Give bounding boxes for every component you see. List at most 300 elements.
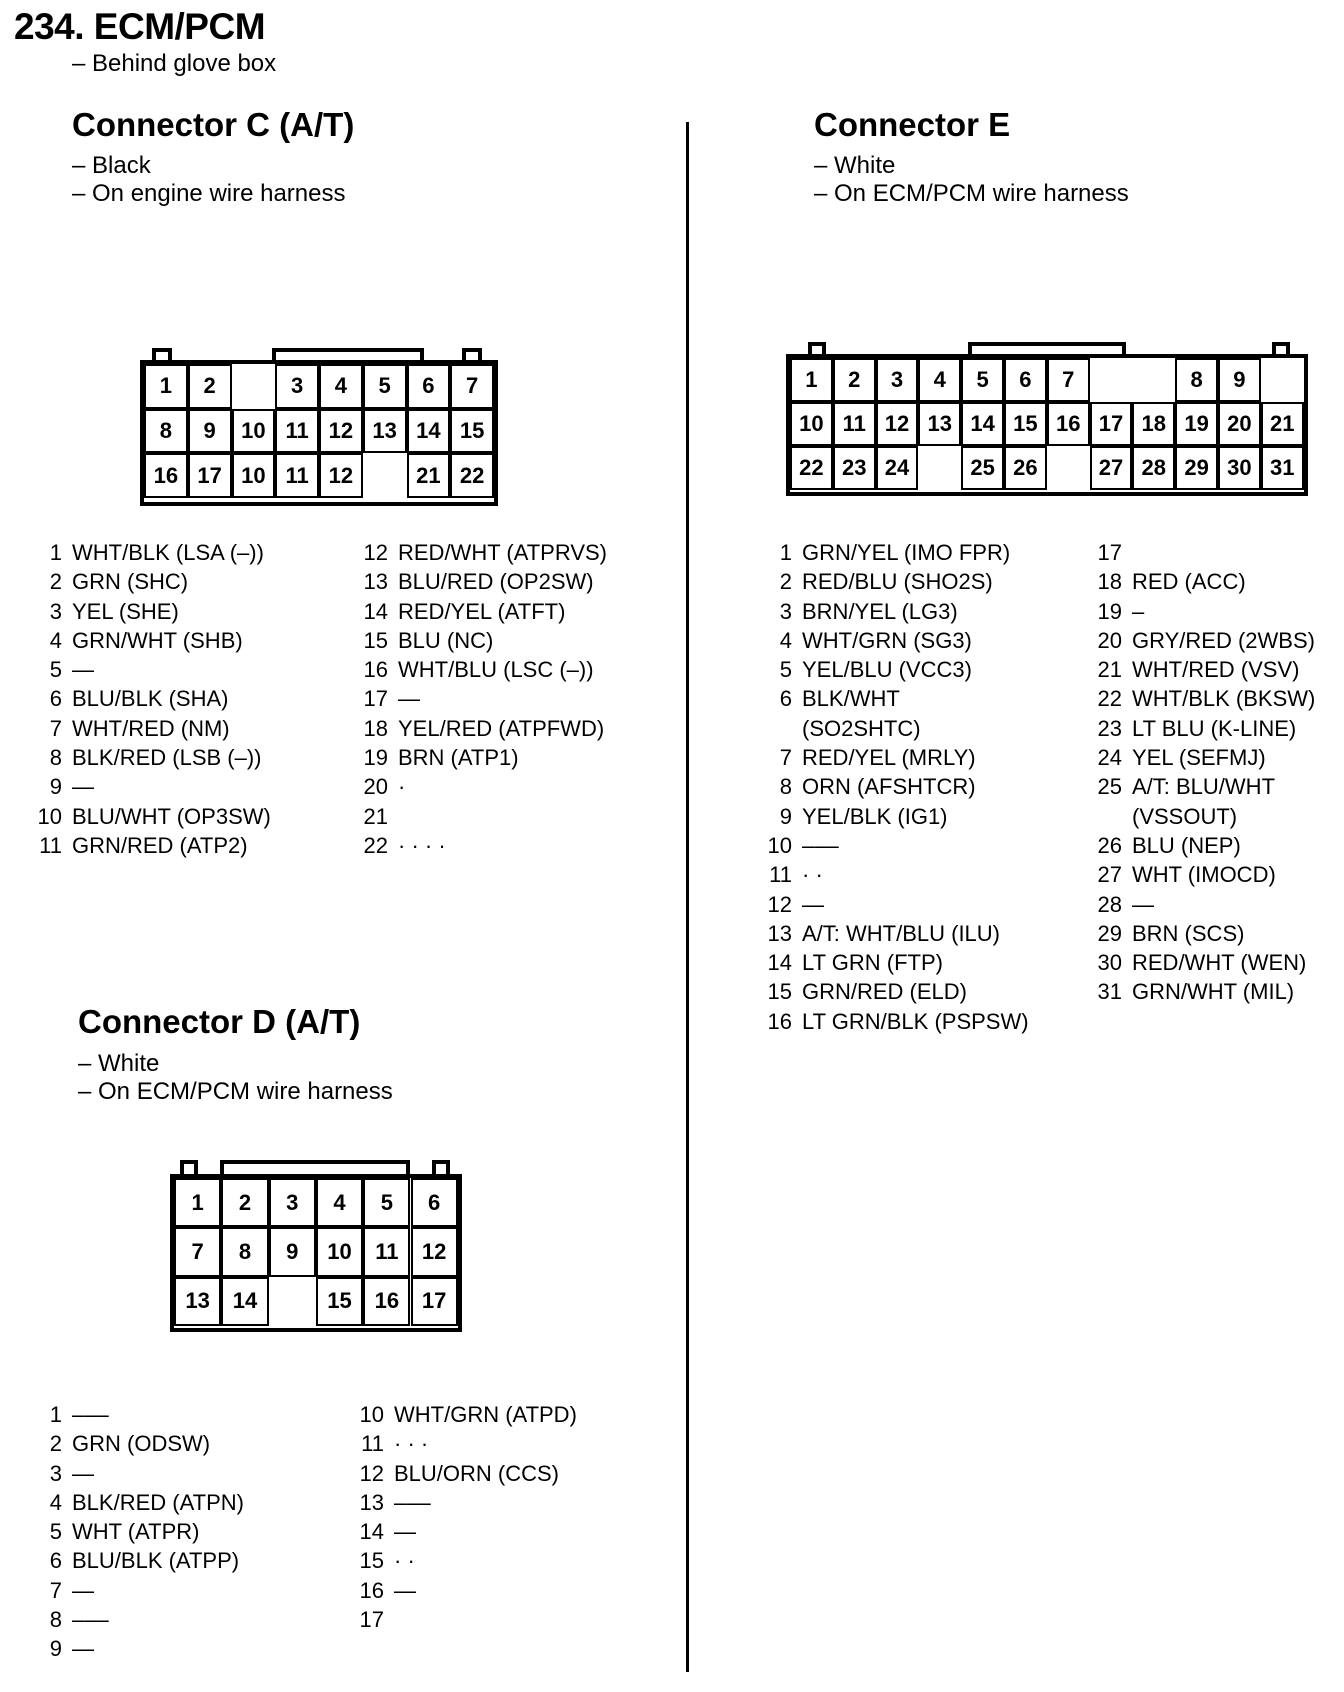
connector-e-cavity: 31 <box>1261 446 1304 490</box>
pin-row <box>34 743 271 772</box>
pin-wire: YEL (SHE) <box>72 598 179 624</box>
pin-row <box>1094 860 1315 889</box>
pin-row <box>360 567 607 596</box>
pin-row <box>360 597 607 626</box>
pin-number: 14 <box>363 598 388 624</box>
connector-c-cavity: 21 <box>407 453 451 498</box>
connector-c-cavity: 22 <box>450 453 494 498</box>
pin-number: 4 <box>779 627 792 653</box>
pin-wire: WHT/RED (NM) <box>72 715 230 741</box>
connector-c-pins-col2 <box>360 538 607 860</box>
pin-wire: YEL/BLK (IG1) <box>802 803 948 829</box>
pin-wire: BRN/YEL (LG3) <box>802 598 958 624</box>
pin-wire: · · <box>802 862 823 888</box>
pin-row <box>356 1605 577 1634</box>
pin-row <box>34 1546 244 1575</box>
pin-number: 19 <box>1097 598 1122 624</box>
pin-wire: BLU/WHT (OP3SW) <box>72 803 271 829</box>
pin-row <box>764 831 1029 860</box>
pin-row <box>1094 890 1315 919</box>
pin-row <box>1094 831 1315 860</box>
connector-c-cavity: 13 <box>363 409 407 454</box>
pin-number: 1 <box>779 540 792 565</box>
pin-row <box>1094 655 1315 684</box>
connector-e-cavity: 10 <box>790 402 833 446</box>
connector-c-title: Connector C (A/T) <box>72 106 355 143</box>
pin-number: 3 <box>49 1460 62 1486</box>
connector-c-cavity: 10 <box>232 409 276 454</box>
pin-row <box>34 1429 244 1458</box>
pin-number: 4 <box>49 1489 62 1515</box>
pin-number: 1 <box>49 540 62 565</box>
pin-wire: RED/YEL (ATFT) <box>398 598 566 624</box>
pin-row <box>1094 567 1315 596</box>
pin-row <box>764 948 1029 977</box>
pin-wire: BLU/ORN (CCS) <box>394 1460 560 1486</box>
pin-row <box>356 1400 577 1429</box>
pin-wire: ORN (AFSHTCR) <box>802 774 976 800</box>
pin-number: 4 <box>49 627 62 653</box>
pin-row <box>764 597 1029 626</box>
pin-wire: – <box>1132 598 1145 624</box>
pin-wire: RED/WHT (ATPRVS) <box>398 540 608 565</box>
connector-d-cavity: 1 <box>174 1178 221 1227</box>
connector-e-cavity: 28 <box>1132 446 1175 490</box>
pin-number: 14 <box>767 950 792 976</box>
pin-wire: BRN (SCS) <box>1132 920 1245 946</box>
pin-row <box>34 684 271 713</box>
connector-e-color: – White <box>814 152 896 179</box>
pin-row <box>34 1517 244 1546</box>
pin-number: 10 <box>359 1402 384 1427</box>
pin-wire: · <box>398 774 406 800</box>
pin-row <box>34 538 271 567</box>
pin-number: 12 <box>363 540 388 565</box>
pin-number: 22 <box>363 832 388 858</box>
pin-row <box>356 1488 577 1517</box>
connector-d-cavity: 6 <box>411 1178 458 1227</box>
connector-c-harness: – On engine wire harness <box>72 180 346 207</box>
pin-number: 25 <box>1097 774 1122 800</box>
connector-e-cavity: 17 <box>1090 402 1133 446</box>
pin-number: 21 <box>363 803 388 829</box>
connector-d-cavity: 11 <box>363 1227 410 1276</box>
pin-number: 13 <box>359 1489 384 1515</box>
pin-row <box>1094 597 1315 626</box>
pin-wire: LT BLU (K-LINE) <box>1132 715 1297 741</box>
connector-c-cavity: 11 <box>275 409 319 454</box>
connector-c-color: – Black <box>72 152 151 179</box>
connector-c-cavity: 3 <box>275 364 319 409</box>
pin-number: 17 <box>363 686 388 712</box>
connector-e-cavity: 3 <box>876 358 919 402</box>
connector-c-cavity: 12 <box>319 409 363 454</box>
pin-row <box>34 714 271 743</box>
pin-wire: WHT/BLK (BKSW) <box>1132 686 1316 712</box>
pin-number: 5 <box>49 1519 62 1545</box>
pin-wire: GRN/RED (ATP2) <box>72 832 248 858</box>
pin-wire: — <box>72 1460 94 1486</box>
pin-row <box>764 626 1029 655</box>
pin-number: 7 <box>49 715 62 741</box>
pin-wire: BLU/BLK (ATPP) <box>72 1548 240 1574</box>
connector-e-cavity: 27 <box>1090 446 1133 490</box>
connector-e-cavity: 26 <box>1004 446 1047 490</box>
connector-d-cavity: 4 <box>316 1178 363 1227</box>
pin-number: 29 <box>1097 920 1122 946</box>
connector-e-cavity: 15 <box>1004 402 1047 446</box>
pin-row <box>360 714 607 743</box>
pin-number: 16 <box>363 657 388 683</box>
pin-number: 24 <box>1097 745 1122 771</box>
connector-e-cavity: 7 <box>1047 358 1090 402</box>
pin-wire: GRN/RED (ELD) <box>802 979 968 1005</box>
connector-e-cavity: 13 <box>918 402 961 446</box>
pin-row <box>34 1634 244 1663</box>
connector-d-cavity: 15 <box>316 1277 363 1326</box>
pin-number: 13 <box>363 569 388 595</box>
pin-wire: · · · · <box>398 832 446 858</box>
pin-wire: ––– <box>802 832 839 858</box>
pin-wire: ––– <box>72 1607 109 1633</box>
pin-wire: — <box>1132 891 1154 917</box>
pin-number: 20 <box>1097 627 1122 653</box>
pin-wire: — <box>394 1519 416 1545</box>
connector-e-cavity: 14 <box>961 402 1004 446</box>
pin-wire: WHT (IMOCD) <box>1132 862 1276 888</box>
connector-d-cavity: 12 <box>411 1227 458 1276</box>
pin-number: 8 <box>49 1607 62 1633</box>
pin-wire: — <box>394 1577 416 1603</box>
pin-wire: WHT/RED (VSV) <box>1132 657 1300 683</box>
connector-d-cavity: 16 <box>363 1277 410 1326</box>
connector-e-cavity: 4 <box>918 358 961 402</box>
connector-e-cavity: 9 <box>1218 358 1261 402</box>
pin-row <box>356 1517 577 1546</box>
pin-wire: GRN (SHC) <box>72 569 189 595</box>
connector-d-cavity: 14 <box>221 1277 268 1326</box>
pin-number: 2 <box>49 1431 62 1457</box>
connector-e-cavity: 23 <box>833 446 876 490</box>
pin-row <box>360 743 607 772</box>
connector-d-cavity: 9 <box>269 1227 316 1276</box>
pin-row <box>764 567 1029 596</box>
connector-e-pin-grid <box>786 354 1308 496</box>
pin-number: 12 <box>359 1460 384 1486</box>
connector-c-pin-grid <box>140 360 498 506</box>
pin-row <box>764 538 1029 567</box>
pin-row <box>764 860 1029 889</box>
pin-wire: GRY/RED (2WBS) <box>1132 627 1315 653</box>
pin-number: 15 <box>359 1548 384 1574</box>
pin-row <box>356 1459 577 1488</box>
pin-row <box>764 684 1029 743</box>
pin-number: 7 <box>779 745 792 771</box>
pin-row <box>764 772 1029 801</box>
connector-d-pin-grid <box>170 1174 462 1332</box>
connector-d-cavity: 2 <box>221 1178 268 1227</box>
pin-number: 6 <box>49 1548 62 1574</box>
pin-row <box>34 1605 244 1634</box>
pin-number: 7 <box>49 1577 62 1603</box>
pin-number: 16 <box>359 1577 384 1603</box>
location-note: – Behind glove box <box>72 50 277 77</box>
pin-number: 6 <box>779 686 792 712</box>
pin-row <box>360 684 607 713</box>
pin-row <box>1094 977 1315 1006</box>
pin-row <box>764 977 1029 1006</box>
pin-wire: A/T: WHT/BLU (ILU) <box>802 920 1001 946</box>
pin-number: 13 <box>767 920 792 946</box>
pin-wire: ––– <box>394 1489 431 1515</box>
pin-wire: LT GRN/BLK (PSPSW) <box>802 1008 1029 1034</box>
pin-wire: WHT (ATPR) <box>72 1519 200 1545</box>
connector-c-cavity: 12 <box>319 453 363 498</box>
pin-wire: — <box>72 657 94 683</box>
connector-c-cavity: 9 <box>188 409 232 454</box>
pin-wire: BLK/WHT (SO2SHTC) <box>802 686 921 741</box>
pin-wire: A/T: BLU/WHT (VSSOUT) <box>1132 774 1275 829</box>
connector-e-cavity: 25 <box>961 446 1004 490</box>
pin-number: 8 <box>49 745 62 771</box>
pin-wire: BLU (NEP) <box>1132 832 1241 858</box>
pin-row <box>360 802 607 831</box>
pin-number: 12 <box>767 891 792 917</box>
pin-row <box>34 831 271 860</box>
pin-row <box>356 1546 577 1575</box>
pin-number: 17 <box>359 1607 384 1633</box>
connector-e-cavity: 5 <box>961 358 1004 402</box>
pin-number: 23 <box>1097 715 1122 741</box>
connector-e-cavity: 21 <box>1261 402 1304 446</box>
pin-wire: WHT/GRN (ATPD) <box>394 1402 577 1427</box>
pin-number: 9 <box>49 1636 62 1662</box>
pin-number: 9 <box>779 803 792 829</box>
pin-wire: WHT/BLK (LSA (–)) <box>72 540 264 565</box>
connector-c-cavity: 1 <box>144 364 188 409</box>
pin-wire: RED/WHT (WEN) <box>1132 950 1307 976</box>
pin-wire: — <box>72 774 94 800</box>
pin-row <box>360 831 607 860</box>
pin-number: 3 <box>49 598 62 624</box>
pin-row <box>1094 919 1315 948</box>
pin-wire: BLK/RED (LSB (–)) <box>72 745 262 771</box>
pin-wire: GRN/YEL (IMO FPR) <box>802 540 1011 565</box>
pin-row <box>764 919 1029 948</box>
connector-c-pins-col1 <box>34 538 271 860</box>
pin-row <box>764 743 1029 772</box>
connector-e-diagram <box>786 342 1308 496</box>
pin-row <box>1094 948 1315 977</box>
connector-e-cavity: 30 <box>1218 446 1261 490</box>
pin-row <box>34 1488 244 1517</box>
connector-c-cavity: 15 <box>450 409 494 454</box>
connector-d-pins-col1 <box>34 1400 244 1664</box>
pin-row <box>1094 538 1315 567</box>
pin-row <box>360 626 607 655</box>
pin-wire: BLK/RED (ATPN) <box>72 1489 244 1515</box>
pin-number: 16 <box>767 1008 792 1034</box>
connector-c-diagram <box>140 348 498 506</box>
connector-c-cavity: 16 <box>144 453 188 498</box>
connector-c-cavity: 10 <box>232 453 276 498</box>
pin-number: 28 <box>1097 891 1122 917</box>
pin-number: 5 <box>779 657 792 683</box>
pin-number: 31 <box>1097 979 1122 1005</box>
connector-d-color: – White <box>78 1050 160 1077</box>
pin-number: 6 <box>49 686 62 712</box>
pin-number: 2 <box>779 569 792 595</box>
pin-row <box>1094 626 1315 655</box>
pin-wire: BLU/RED (OP2SW) <box>398 569 594 595</box>
pin-wire: · · <box>394 1548 415 1574</box>
connector-e-harness: – On ECM/PCM wire harness <box>814 180 1129 207</box>
pin-wire: GRN/WHT (SHB) <box>72 627 243 653</box>
connector-c-cavity: 11 <box>275 453 319 498</box>
connector-c-cavity: 5 <box>363 364 407 409</box>
pin-row <box>1094 684 1315 713</box>
pin-row <box>764 1007 1029 1036</box>
pin-row <box>360 538 607 567</box>
pin-number: 30 <box>1097 950 1122 976</box>
pin-row <box>360 655 607 684</box>
pin-number: 10 <box>37 803 62 829</box>
pin-wire: — <box>398 686 420 712</box>
pin-row <box>34 655 271 684</box>
pin-number: 18 <box>363 715 388 741</box>
pin-row <box>764 655 1029 684</box>
pin-wire: — <box>802 891 824 917</box>
pin-row <box>1094 714 1315 743</box>
pin-number: 8 <box>779 774 792 800</box>
pin-wire: YEL/BLU (VCC3) <box>802 657 972 683</box>
connector-e-cavity: 18 <box>1132 402 1175 446</box>
pin-wire: BLU (NC) <box>398 627 494 653</box>
connector-c-cavity: 14 <box>407 409 451 454</box>
pin-row <box>34 597 271 626</box>
connector-d-cavity: 8 <box>221 1227 268 1276</box>
connector-e-cavity: 8 <box>1175 358 1218 402</box>
pin-wire: GRN/WHT (MIL) <box>1132 979 1295 1005</box>
connector-d-title: Connector D (A/T) <box>78 1003 361 1040</box>
connector-e-title: Connector E <box>814 106 1011 143</box>
pin-wire: RED/YEL (MRLY) <box>802 745 976 771</box>
pin-number: 3 <box>779 598 792 624</box>
pin-row <box>764 890 1029 919</box>
pin-number: 15 <box>363 627 388 653</box>
pin-number: 17 <box>1097 540 1122 565</box>
connector-d-harness: – On ECM/PCM wire harness <box>78 1078 393 1105</box>
pin-wire: BLU/BLK (SHA) <box>72 686 229 712</box>
connector-c-cavity: 8 <box>144 409 188 454</box>
connector-d-cavity: 10 <box>316 1227 363 1276</box>
connector-e-cavity: 29 <box>1175 446 1218 490</box>
connector-d-pins-col2 <box>356 1400 577 1634</box>
pin-row <box>356 1429 577 1458</box>
pin-number: 10 <box>767 832 792 858</box>
connector-e-cavity: 16 <box>1047 402 1090 446</box>
pin-row <box>34 1459 244 1488</box>
pin-number: 11 <box>361 1431 384 1457</box>
pin-row <box>1094 743 1315 772</box>
pin-wire: WHT/GRN (SG3) <box>802 627 972 653</box>
pin-number: 2 <box>49 569 62 595</box>
connector-d-diagram <box>170 1160 462 1332</box>
connector-e-cavity: 19 <box>1175 402 1218 446</box>
pin-row <box>356 1576 577 1605</box>
pin-number: 1 <box>49 1402 62 1427</box>
pin-wire: RED/BLU (SHO2S) <box>802 569 993 595</box>
pin-row <box>34 567 271 596</box>
connector-d-cavity: 17 <box>411 1277 458 1326</box>
pin-row <box>1094 772 1315 831</box>
connector-e-cavity: 24 <box>876 446 919 490</box>
connector-c-cavity: 6 <box>407 364 451 409</box>
connector-c-cavity: 2 <box>188 364 232 409</box>
pin-number: 20 <box>363 774 388 800</box>
pin-wire: WHT/BLU (LSC (–)) <box>398 657 594 683</box>
pin-number: 18 <box>1097 569 1122 595</box>
pin-wire: YEL/RED (ATPFWD) <box>398 715 605 741</box>
pin-wire: RED (ACC) <box>1132 569 1246 595</box>
pin-number: 14 <box>359 1519 384 1545</box>
pin-number: 22 <box>1097 686 1122 712</box>
pin-number: 11 <box>39 832 62 858</box>
connector-e-cavity: 20 <box>1218 402 1261 446</box>
pin-row <box>34 1400 244 1429</box>
pin-row <box>34 802 271 831</box>
pin-wire: LT GRN (FTP) <box>802 950 943 976</box>
connector-e-cavity: 1 <box>790 358 833 402</box>
connector-c-cavity: 7 <box>450 364 494 409</box>
connector-e-cavity: 2 <box>833 358 876 402</box>
pin-wire: ––– <box>72 1402 109 1427</box>
connector-d-cavity: 7 <box>174 1227 221 1276</box>
page-title: 234. ECM/PCM <box>14 6 266 47</box>
pin-wire: YEL (SEFMJ) <box>1132 745 1266 771</box>
pin-wire: BRN (ATP1) <box>398 745 519 771</box>
pin-number: 15 <box>767 979 792 1005</box>
connector-d-cavity: 13 <box>174 1277 221 1326</box>
pin-number: 27 <box>1097 862 1122 888</box>
pin-number: 11 <box>769 862 792 888</box>
pin-number: 21 <box>1097 657 1122 683</box>
pin-wire: — <box>72 1636 94 1662</box>
connector-e-cavity: 6 <box>1004 358 1047 402</box>
pin-row <box>34 626 271 655</box>
connector-e-pins-col1 <box>764 538 1029 1036</box>
connector-c-cavity: 4 <box>319 364 363 409</box>
connector-c-cavity: 17 <box>188 453 232 498</box>
column-divider <box>686 122 689 1672</box>
connector-e-cavity: 12 <box>876 402 919 446</box>
connector-e-pins-col2 <box>1094 538 1315 1007</box>
pin-row <box>360 772 607 801</box>
connector-e-cavity: 11 <box>833 402 876 446</box>
pin-wire: — <box>72 1577 94 1603</box>
connector-d-cavity: 3 <box>269 1178 316 1227</box>
pin-number: 19 <box>363 745 388 771</box>
pin-wire: GRN (ODSW) <box>72 1431 211 1457</box>
pin-row <box>764 802 1029 831</box>
connector-d-cavity: 5 <box>363 1178 410 1227</box>
pin-row <box>34 772 271 801</box>
pin-number: 26 <box>1097 832 1122 858</box>
connector-e-cavity: 22 <box>790 446 833 490</box>
pin-number: 9 <box>49 774 62 800</box>
pin-row <box>34 1576 244 1605</box>
pin-wire: · · · <box>394 1431 429 1457</box>
